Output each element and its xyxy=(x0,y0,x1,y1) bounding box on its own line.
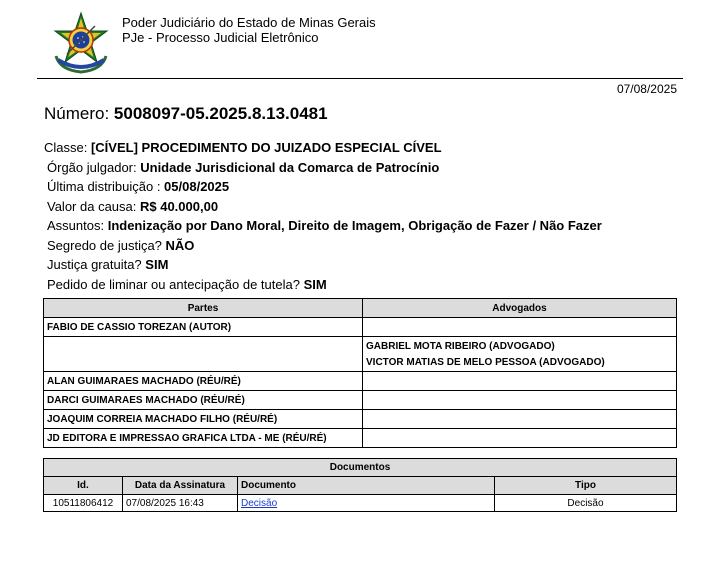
table-title-row xyxy=(44,459,677,477)
parte-cell: JOAQUIM CORREIA MACHADO FILHO (RÉU/RÉ) xyxy=(44,410,363,429)
table-header-row xyxy=(44,299,677,318)
process-fields xyxy=(44,138,602,294)
field-value: 05/08/2025 xyxy=(164,179,230,194)
field-value: SIM xyxy=(303,276,327,292)
field-label: Classe: xyxy=(44,140,91,155)
brazil-coat-of-arms-icon xyxy=(50,10,112,76)
field-valor xyxy=(44,197,602,217)
id-header: Id. xyxy=(44,477,123,495)
field-label: Órgão julgador: xyxy=(47,159,141,175)
advogado-cell xyxy=(363,318,677,337)
field-label: Assuntos: xyxy=(47,218,108,233)
documentos-table xyxy=(43,458,677,512)
advogado-name: GABRIEL MOTA RIBEIRO (ADVOGADO) xyxy=(366,341,555,352)
parte-cell xyxy=(44,337,363,372)
document-date: 07/08/2025 xyxy=(616,82,677,96)
advogado-cell xyxy=(363,410,677,429)
table-row xyxy=(44,495,677,512)
field-value: SIM xyxy=(145,257,169,272)
advogado-cell xyxy=(363,337,677,372)
header-line1: Poder Judiciário do Estado de Minas Gerais xyxy=(122,15,376,30)
field-segredo xyxy=(44,236,602,256)
field-value: R$ 40.000,00 xyxy=(139,198,219,214)
field-assuntos xyxy=(44,216,602,236)
parte-cell: ALAN GUIMARAES MACHADO (RÉU/RÉ) xyxy=(44,372,363,391)
field-label: Pedido de liminar ou antecipação de tutela? xyxy=(47,276,304,292)
decisao-link[interactable]: Decisão xyxy=(241,497,278,509)
advogado-name: VICTOR MATIAS DE MELO PESSOA (ADVOGADO) xyxy=(366,357,605,368)
field-value: NÃO xyxy=(165,237,195,253)
header xyxy=(122,15,376,45)
table-row xyxy=(44,391,677,410)
documentos-title: Documentos xyxy=(44,459,677,477)
field-classe xyxy=(44,138,602,158)
table-header-row xyxy=(44,477,677,495)
table-row xyxy=(44,318,677,337)
process-number-value: 5008097-05.2025.8.13.0481 xyxy=(113,104,328,123)
field-justica-gratuita xyxy=(44,255,602,275)
tipo-header: Tipo xyxy=(495,477,677,495)
table-row xyxy=(44,372,677,391)
table-row xyxy=(44,410,677,429)
table-row xyxy=(44,337,677,372)
table-row xyxy=(44,429,677,448)
advogado-cell xyxy=(363,429,677,448)
field-label: Justiça gratuita? xyxy=(47,257,146,272)
field-orgao xyxy=(44,158,602,178)
field-liminar xyxy=(44,275,602,295)
field-label: Valor da causa: xyxy=(47,198,140,214)
field-label: Segredo de justiça? xyxy=(47,237,166,253)
field-value: Unidade Jurisdicional da Comarca de Patrocínio xyxy=(140,159,440,175)
field-value: Indenização por Dano Moral, Direito de Imagem, Obrigação de Fazer / Não Fazer xyxy=(107,218,602,233)
documento-header: Documento xyxy=(238,477,495,495)
partes-header: Partes xyxy=(44,299,363,318)
field-value: [CÍVEL] PROCEDIMENTO DO JUIZADO ESPECIAL CÍVEL xyxy=(90,140,442,155)
advogado-cell xyxy=(363,391,677,410)
divider xyxy=(37,78,683,79)
doc-data-cell: 07/08/2025 16:43 xyxy=(123,495,238,512)
advogados-header: Advogados xyxy=(363,299,677,318)
parte-cell: FABIO DE CASSIO TOREZAN (AUTOR) xyxy=(44,318,363,337)
parte-cell: DARCI GUIMARAES MACHADO (RÉU/RÉ) xyxy=(44,391,363,410)
data-header: Data da Assinatura xyxy=(123,477,238,495)
process-number-label: Número: xyxy=(44,104,114,123)
header-line2: PJe - Processo Judicial Eletrônico xyxy=(122,30,319,45)
field-distribuicao xyxy=(44,177,602,197)
parte-cell: JD EDITORA E IMPRESSAO GRAFICA LTDA - ME (RÉU/RÉ) xyxy=(44,429,363,448)
advogado-cell xyxy=(363,372,677,391)
partes-table xyxy=(43,298,677,448)
field-label: Última distribuição : xyxy=(47,179,165,194)
process-number xyxy=(44,104,328,124)
doc-documento-cell xyxy=(238,495,495,512)
doc-tipo-cell: Decisão xyxy=(495,495,677,512)
doc-id-cell: 10511806412 xyxy=(44,495,123,512)
